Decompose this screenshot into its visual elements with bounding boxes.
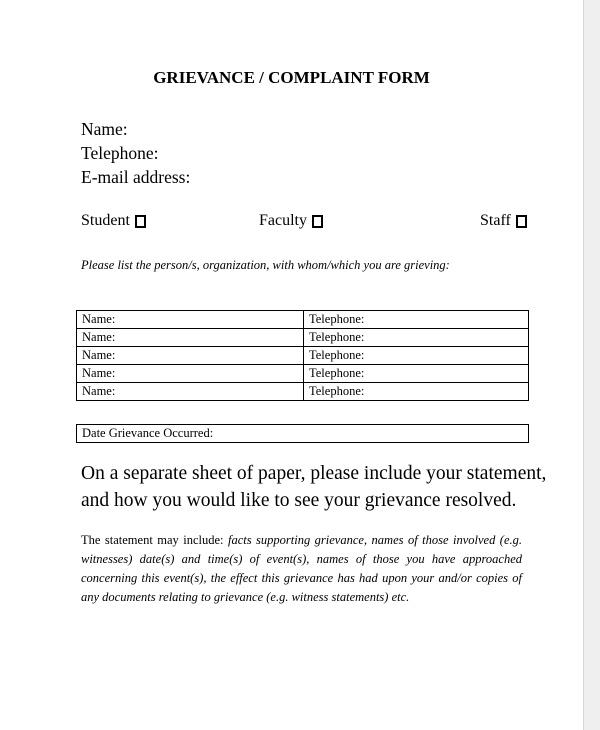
telephone-cell[interactable]: Telephone: xyxy=(304,329,529,347)
scrollbar[interactable] xyxy=(584,0,600,730)
statement-line-1: On a separate sheet of paper, please include your statement, xyxy=(81,463,547,484)
statement-line-2: and how you would like to see your grievance resolved. xyxy=(81,490,517,511)
name-field-label: Name: xyxy=(81,119,128,139)
table-row xyxy=(77,329,529,347)
table-row xyxy=(77,383,529,401)
staff-checkbox[interactable] xyxy=(516,215,527,228)
name-cell[interactable]: Name: xyxy=(77,365,304,383)
name-cell[interactable]: Name: xyxy=(77,329,304,347)
name-cell[interactable]: Name: xyxy=(77,347,304,365)
faculty-checkbox[interactable] xyxy=(312,215,323,228)
telephone-field-label: Telephone: xyxy=(81,143,159,163)
table-row xyxy=(77,311,529,329)
telephone-cell[interactable]: Telephone: xyxy=(304,365,529,383)
persons-table xyxy=(76,310,529,401)
name-cell[interactable]: Name: xyxy=(77,311,304,329)
email-field-label: E-mail address: xyxy=(81,167,191,187)
staff-label: Staff xyxy=(480,212,511,229)
note-intro: The statement may include: xyxy=(81,533,228,547)
telephone-cell[interactable]: Telephone: xyxy=(304,311,529,329)
statement-instruction xyxy=(81,460,561,514)
table-row xyxy=(77,347,529,365)
statement-note xyxy=(81,531,522,607)
name-cell[interactable]: Name: xyxy=(77,383,304,401)
telephone-cell[interactable]: Telephone: xyxy=(304,383,529,401)
table-row xyxy=(77,365,529,383)
student-label: Student xyxy=(81,212,130,229)
note-body: facts supporting grievance, names of those involved (e.g. witnesses) date(s) and time(s) of event(s), names of those you have approached concerning this event(s), the effect this grievance has had upon your and/or copies of any documents relating to grievance (e.g. witness statements) etc. xyxy=(81,533,522,604)
page-title: GRIEVANCE / COMPLAINT FORM xyxy=(153,68,430,87)
telephone-cell[interactable]: Telephone: xyxy=(304,347,529,365)
student-checkbox[interactable] xyxy=(135,215,146,228)
role-staff xyxy=(480,212,527,230)
role-faculty xyxy=(259,212,323,230)
instruction-text: Please list the person/s, organization, with whom/which you are grieving: xyxy=(81,258,450,272)
role-student xyxy=(81,212,146,230)
faculty-label: Faculty xyxy=(259,212,307,229)
date-occurred-field[interactable]: Date Grievance Occurred: xyxy=(76,424,529,443)
